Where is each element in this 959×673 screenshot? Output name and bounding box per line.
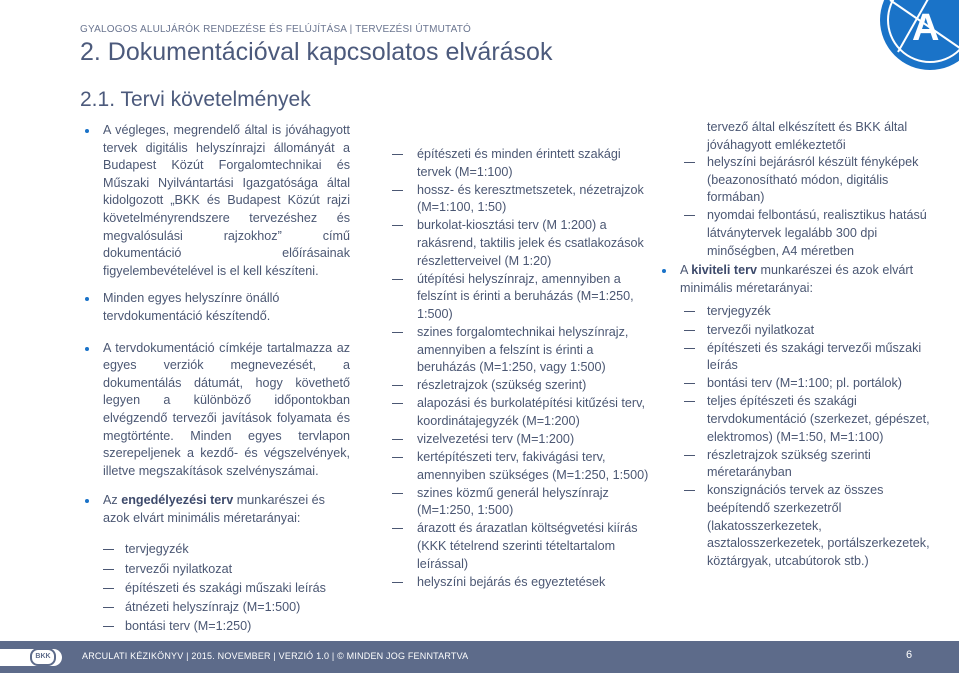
paragraph-per-site: Minden egyes helyszínre önálló tervdokumentáció készítendő. [85, 290, 350, 325]
list-item: burkolat-kiosztási terv (M 1:200) a rakásrend, taktilis jelek és csatlakozások részletterveivel (M 1:20) [392, 217, 652, 270]
bkk-logo: BKK [30, 648, 56, 666]
list-item: szines közmű generál helyszínrajz (M=1:250, 1:500) [392, 485, 652, 520]
list-item-continued: tervező által elkészített és BKK által jóváhagyott emlékeztetői [707, 120, 908, 152]
list-item: konszignációs tervek az összes beépítendő szerkezetről (lakatosszerkezetek, asztalosszerkezetek, portálszerkezetek, köztárgyak, utcabútorok stb.) [662, 482, 938, 570]
section-title: 2.1. Tervi követelmények [80, 88, 311, 111]
column-2 [392, 146, 652, 592]
list-item: tervjegyzék [85, 541, 350, 559]
list-item: építészeti és szakági műszaki leírás [85, 580, 350, 598]
list-item: szines forgalomtechnikai helyszínrajz, amennyiben a felszínt is érinti a beruházás (M=1:250, vagy 1:500) [392, 324, 652, 377]
list-item: árazott és árazatlan költségvetési kiírás (KKK tételrend szerinti tételtartalom leírással) [392, 520, 652, 573]
list-item: nyomdai felbontású, realisztikus hatású látványtervek legalább 300 dpi minőségben, A4 méretben [662, 207, 938, 260]
paragraph-construction-plan [662, 262, 938, 297]
page-number: 6 [906, 649, 913, 661]
list-item: kertépítészeti terv, fakivágási terv, amennyiben szükséges (M=1:250, 1:500) [392, 449, 652, 484]
list-item: bontási terv (M=1:100; pl. portálok) [662, 375, 938, 393]
column-1 [85, 122, 350, 637]
list-item: helyszíni bejárás és egyeztetések [392, 574, 652, 592]
construction-pre: A [680, 263, 692, 278]
list-item: részletrajzok szükség szerinti méretarányban [662, 447, 938, 482]
list-item: alapozási és burkolatépítési kitűzési terv, koordinátajegyzék (M=1:200) [392, 395, 652, 430]
logo-letter: A [912, 7, 940, 49]
paragraph-permit-plan [85, 492, 350, 527]
footer-text: ARCULATI KÉZIKÖNYV | 2015. NOVEMBER | VERZIÓ 1.0 | © MINDEN JOG FENNTARTVA [82, 651, 469, 661]
construction-bold: kiviteli terv [691, 263, 758, 278]
column-3 [662, 119, 938, 571]
list-item: hossz- és keresztmetszetek, nézetrajzok (M=1:100, 1:50) [392, 182, 652, 217]
list-item: átnézeti helyszínrajz (M=1:500) [85, 599, 350, 617]
list-item: teljes építészeti és szakági tervdokumentáció (szerkezet, gépészet, elektromos) (M=1:50, M=1:100) [662, 393, 938, 446]
permit-pre: Az [103, 493, 122, 508]
permit-post: munkarészei és azok elvárt minimális méretarányai: [103, 493, 325, 525]
list-item: útépítési helyszínrajz, amennyiben a felszínt is érinti a beruházás (M=1:250, 1:500) [392, 271, 652, 324]
list-item: építészeti és minden érintett szakági tervek (M=1:100) [392, 146, 652, 181]
list-item: tervezői nyilatkozat [662, 322, 938, 340]
paragraph-digital-layout: A végleges, megrendelő által is jóváhagyott tervek digitális helyszínrajzi állományát a Budapest Közút Forgalomtechnikai és Műszaki Nyilvántartási Igazgatósága által kidolgozott „BKK és Budapest Közút rajzi követelményrendszere tervezéshez és megvalósulási rajzokhoz” című dokumentáció előírásainak figyelembevételével is el kell készíteni. [85, 122, 350, 280]
list-item: vizelvezetési terv (M=1:200) [392, 431, 652, 449]
list-item: részletrajzok (szükség szerint) [392, 377, 652, 395]
list-item: építészeti és szakági tervezői műszaki leírás [662, 340, 938, 375]
list-item: helyszíni bejárásról készült fényképek (beazonosítható módon, digitális formában) [662, 154, 938, 207]
paragraph-label: A tervdokumentáció címkéje tartalmazza az egyes verziók megnevezését, a dokumentálás dátumát, hogy követhető legyen a különböző időpontokban elvégzendő tervezői javítások folyamata és megtörténte. Minden egyes tervlapon szerepeljenek a kezdő- és végszelvények, illetve megszakítások szelvényszámai. [85, 340, 350, 481]
permit-bold: engedélyezési terv [121, 493, 234, 508]
page-title: 2. Dokumentációval kapcsolatos elvárások [80, 38, 553, 66]
brand-logo-icon [870, 0, 959, 80]
construction-post: munkarészei és azok elvárt minimális méretarányai: [680, 263, 914, 295]
list-item: bontási terv (M=1:250) [85, 618, 350, 636]
document-header: GYALOGOS ALULJÁRÓK RENDEZÉSE ÉS FELÚJÍTÁSA | TERVEZÉSI ÚTMUTATÓ [80, 24, 472, 35]
list-item: tervezői nyilatkozat [85, 561, 350, 579]
list-item: tervjegyzék [662, 303, 938, 321]
